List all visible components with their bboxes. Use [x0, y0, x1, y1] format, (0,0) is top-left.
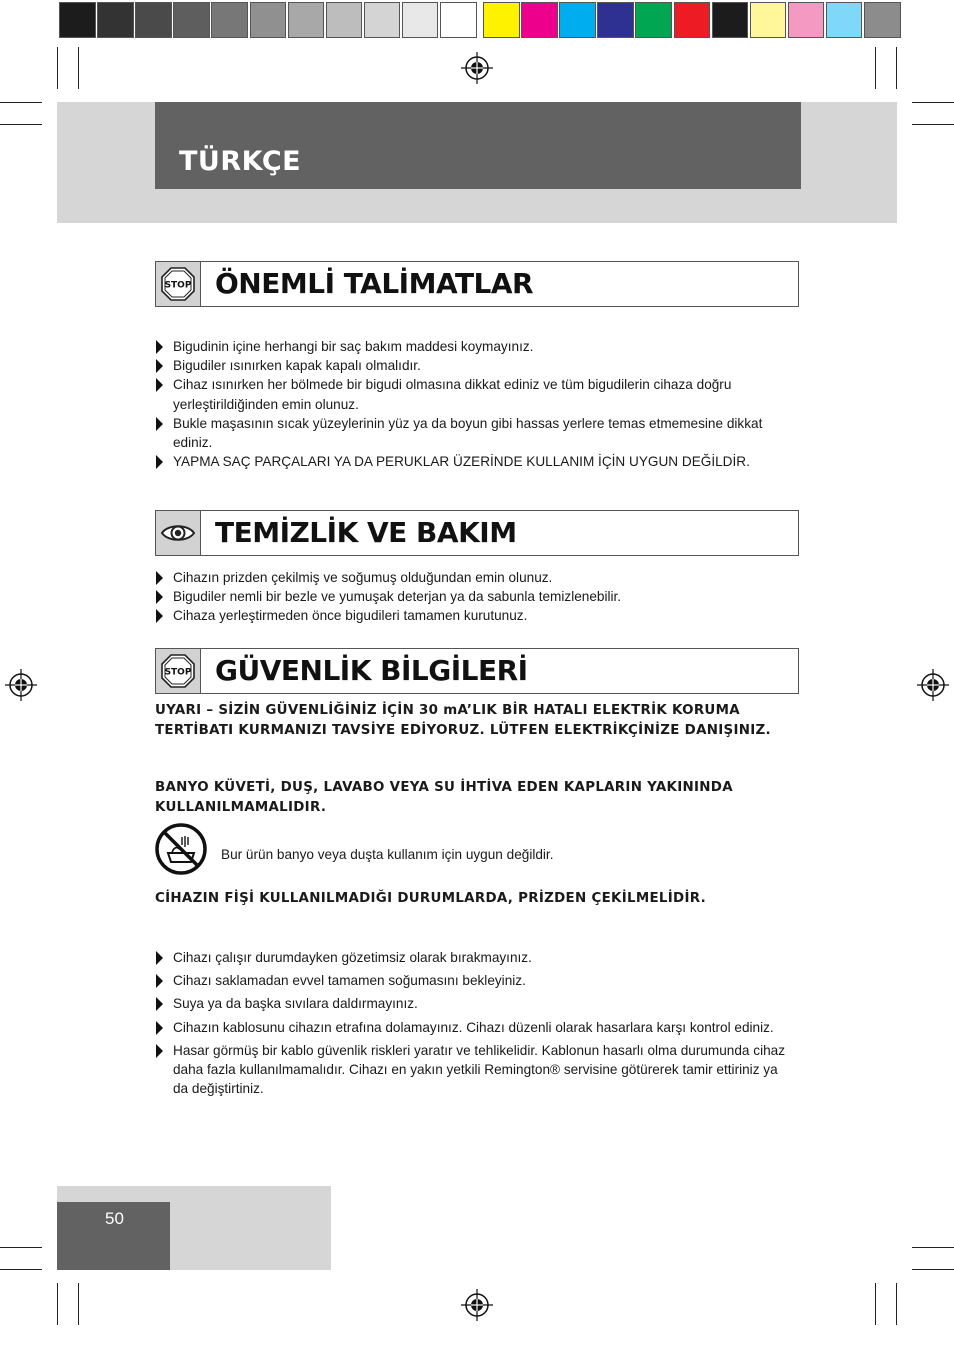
- list-item: Cihaz ısınırken her bölmede bir bigudi olmasına dikkat ediniz ve tüm bigudilerin cihaza doğru yerleştirildiğinden emin olunuz.: [155, 375, 795, 413]
- color-swatch: [211, 2, 248, 38]
- svg-text:STOP: STOP: [164, 667, 192, 678]
- color-swatch: [712, 2, 749, 38]
- list-item: Bigudiler nemli bir bezle ve yumuşak deterjan ya da sabunla temizlenebilir.: [155, 587, 795, 606]
- list-item: Cihazın prizden çekilmiş ve soğumuş olduğundan emin olunuz.: [155, 568, 795, 587]
- eye-icon: [156, 511, 201, 555]
- color-swatch: [483, 2, 520, 38]
- registration-mark-icon: [917, 669, 949, 701]
- list-item: Bigudiler ısınırken kapak kapalı olmalıdır.: [155, 356, 795, 375]
- color-swatch: [750, 2, 787, 38]
- section-title: TEMİZLİK VE BAKIM: [215, 516, 517, 549]
- list-item: Bukle maşasının sıcak yüzeylerinin yüz ya da boyun gibi hassas yerlere temas etmemesine dikkat ediniz.: [155, 414, 795, 452]
- color-swatch: [788, 2, 825, 38]
- unplug-warning: CİHAZIN FİŞİ KULLANILMADIĞI DURUMLARDA, PRİZDEN ÇEKİLMELİDİR.: [155, 891, 706, 906]
- color-swatch: [250, 2, 287, 38]
- registration-mark-icon: [461, 1289, 493, 1321]
- stop-icon: [156, 262, 201, 306]
- water-warning: BANYO KÜVETİ, DUŞ, LAVABO VEYA SU İHTİVA EDEN KAPLARIN YAKININDA KULLANILMAMALIDIR.: [155, 780, 733, 815]
- list-item: Cihazı saklamadan evvel tamamen soğumasını bekleyiniz.: [155, 971, 795, 990]
- safety-list: [155, 948, 795, 1102]
- page-number-box: [57, 1202, 170, 1270]
- section-header-cleaning: [155, 510, 799, 556]
- list-item: Cihazı çalışır durumdayken gözetimsiz olarak bırakmayınız.: [155, 948, 795, 967]
- stop-icon: [156, 649, 201, 693]
- list-item: Bigudinin içine herhangi bir saç bakım maddesi koymayınız.: [155, 337, 795, 356]
- color-swatch: [440, 2, 477, 38]
- color-calibration-strip: [57, 0, 897, 40]
- cleaning-list: [155, 568, 795, 626]
- color-swatch: [559, 2, 596, 38]
- color-swatch: [135, 2, 172, 38]
- list-item: Suya ya da başka sıvılara daldırmayınız.: [155, 994, 795, 1013]
- page-number: 50: [105, 1209, 124, 1228]
- section-header-important: [155, 261, 799, 307]
- rcd-warning: UYARI – SİZİN GÜVENLİĞİNİZ İÇİN 30 mA’LIK BİR HATALI ELEKTRİK KORUMA TERTİBATI KURMANIZI TAVSİYE EDİYORUZ. LÜTFEN ELEKTRİKÇİNİZE DANIŞINIZ.: [155, 703, 771, 738]
- color-swatch: [674, 2, 711, 38]
- important-instructions-list: [155, 337, 795, 471]
- language-header: [155, 102, 801, 189]
- section-title: GÜVENLİK BİLGİLERİ: [215, 654, 528, 687]
- color-swatch: [173, 2, 210, 38]
- color-swatch: [826, 2, 863, 38]
- registration-mark-icon: [5, 669, 37, 701]
- color-swatch: [864, 2, 901, 38]
- color-swatch: [326, 2, 363, 38]
- list-item: Cihazın kablosunu cihazın etrafına dolamayınız. Cihazı düzenli olarak hasarlara karşı kontrol ediniz.: [155, 1018, 795, 1037]
- no-bath-icon: [155, 823, 207, 875]
- list-item: Cihaza yerleştirmeden önce bigudileri tamamen kurutunuz.: [155, 606, 795, 625]
- color-swatch: [97, 2, 134, 38]
- section-title: ÖNEMLİ TALİMATLAR: [215, 267, 534, 300]
- list-item: Hasar görmüş bir kablo güvenlik riskleri yaratır ve tehlikelidir. Kablonun hasarlı olma durumunda cihaz daha fazla kullanılmamalıdır. Cihazı en yakın yetkili Remington® servisine götürerek tamir ettiriniz ya da değiştirtiniz.: [155, 1041, 795, 1099]
- color-swatch: [288, 2, 325, 38]
- language-title: TÜRKÇE: [179, 146, 302, 177]
- registration-mark-icon: [461, 52, 493, 84]
- section-header-safety: [155, 648, 799, 694]
- color-swatch: [521, 2, 558, 38]
- color-swatch: [635, 2, 672, 38]
- color-swatch: [597, 2, 634, 38]
- color-swatch: [364, 2, 401, 38]
- svg-text:STOP: STOP: [164, 280, 192, 291]
- bath-note: Bur ürün banyo veya duşta kullanım için uygun değildir.: [221, 847, 554, 862]
- color-swatch: [59, 2, 96, 38]
- list-item: YAPMA SAÇ PARÇALARI YA DA PERUKLAR ÜZERİNDE KULLANIM İÇİN UYGUN DEĞİLDİR.: [155, 452, 795, 471]
- color-swatch: [402, 2, 439, 38]
